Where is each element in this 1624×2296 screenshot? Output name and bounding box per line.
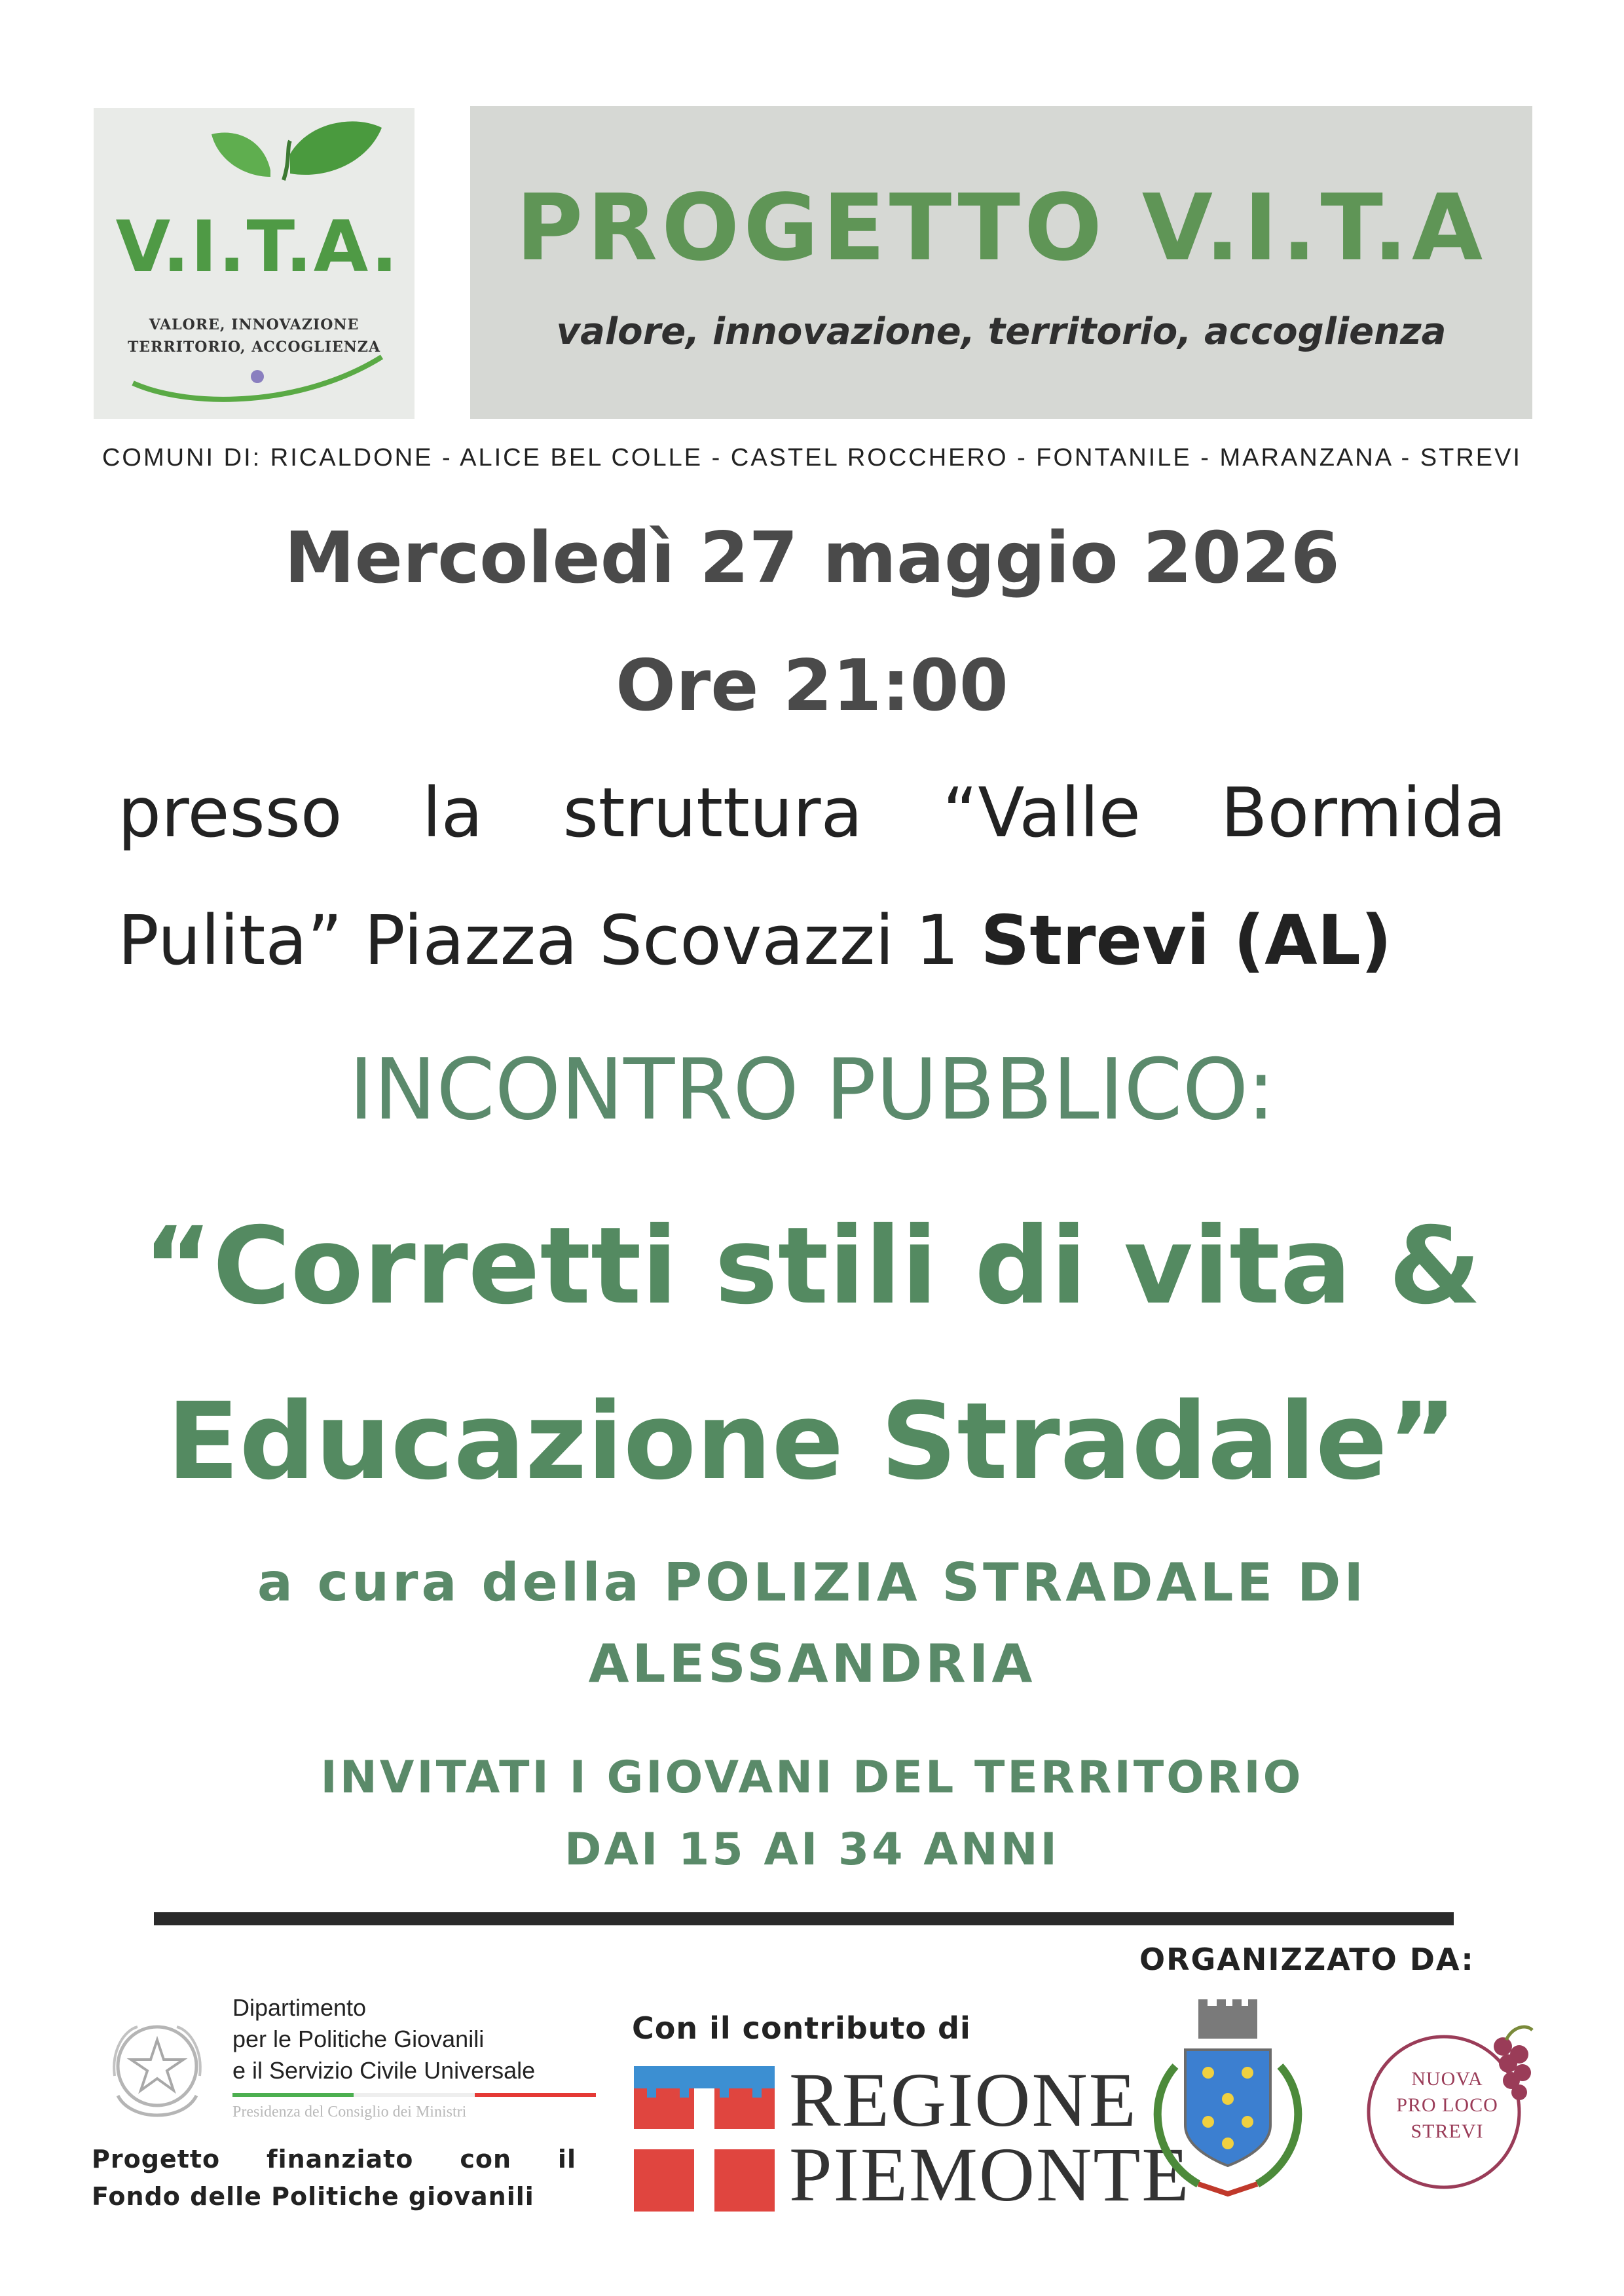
regione-text: REGIONE <box>789 2057 1137 2143</box>
event-time: Ore 21:00 <box>616 645 1008 727</box>
logo-subtitle-line2: TERRITORIO, ACCOGLIENZA <box>127 339 381 356</box>
organizer-line1: a cura della POLIZIA STRADALE DI <box>257 1552 1367 1613</box>
event-date: Mercoledì 27 maggio 2026 <box>284 517 1340 599</box>
comuni-list: COMUNI DI: RICALDONE - ALICE BEL COLLE - CASTEL ROCCHERO - FONTANILE - MARANZANA - STREVI <box>101 444 1522 472</box>
event-title-line1: “Corretti stili di vita & <box>143 1205 1481 1328</box>
event-title <box>0 1179 1624 1530</box>
proloco-line2: PRO LOCO <box>1396 2094 1498 2116</box>
piemonte-text: PIEMONTE <box>789 2132 1190 2217</box>
divider <box>154 1912 1454 1925</box>
title-banner <box>470 106 1532 419</box>
logo-subtitle-line1: VALORE, INNOVAZIONE <box>149 316 360 333</box>
italian-republic-emblem-icon <box>92 2004 223 2135</box>
organizer-line2: ALESSANDRIA <box>588 1633 1036 1694</box>
invite-line1: INVITATI I GIOVANI DEL TERRITORIO <box>320 1752 1304 1804</box>
dipartimento-line1: Dipartimento <box>232 1994 367 2021</box>
venue-city: Strevi (AL) <box>980 900 1392 980</box>
proloco-line1: NUOVA <box>1411 2068 1483 2090</box>
contribution-label: Con il contributo di <box>632 2010 971 2046</box>
event-title-line2: Educazione Stradale” <box>166 1380 1458 1504</box>
presidenza-label: Presidenza del Consiglio dei Ministri <box>232 2103 467 2120</box>
dipartimento-line2: per le Politiche Giovanili <box>232 2026 485 2052</box>
strevi-crest-icon <box>1120 1994 1336 2210</box>
invite-line2: DAI 15 AI 34 ANNI <box>564 1824 1060 1876</box>
invite <box>0 1742 1624 1886</box>
proloco-line3: STREVI <box>1411 2120 1484 2142</box>
venue-address: Pulita” Piazza Scovazzi 1 <box>118 900 981 980</box>
vita-logo <box>94 108 415 419</box>
page-subtitle: valore, innovazione, territorio, accoglienza <box>556 310 1447 353</box>
pro-loco-logo <box>1356 2014 1539 2197</box>
logo-text: V.I.T.A. <box>115 206 399 288</box>
page-title: PROGETTO V.I.T.A <box>515 175 1487 282</box>
organizer <box>0 1542 1624 1705</box>
tricolor-line <box>232 2093 596 2097</box>
dipartimento-line3: e il Servizio Civile Universale <box>232 2057 536 2084</box>
organized-by-label: ORGANIZZATO DA: <box>1139 1942 1475 1977</box>
piemonte-flag-icon <box>634 2066 775 2212</box>
event-type: INCONTRO PUBBLICO: <box>348 1041 1276 1139</box>
financed-line2: Fondo delle Politiche giovanili <box>92 2182 534 2211</box>
venue-line2 <box>118 900 1506 980</box>
financed-line1: Progetto finanziato con il <box>92 2145 576 2174</box>
venue-line1: presso la struttura “Valle Bormida <box>118 773 1506 853</box>
